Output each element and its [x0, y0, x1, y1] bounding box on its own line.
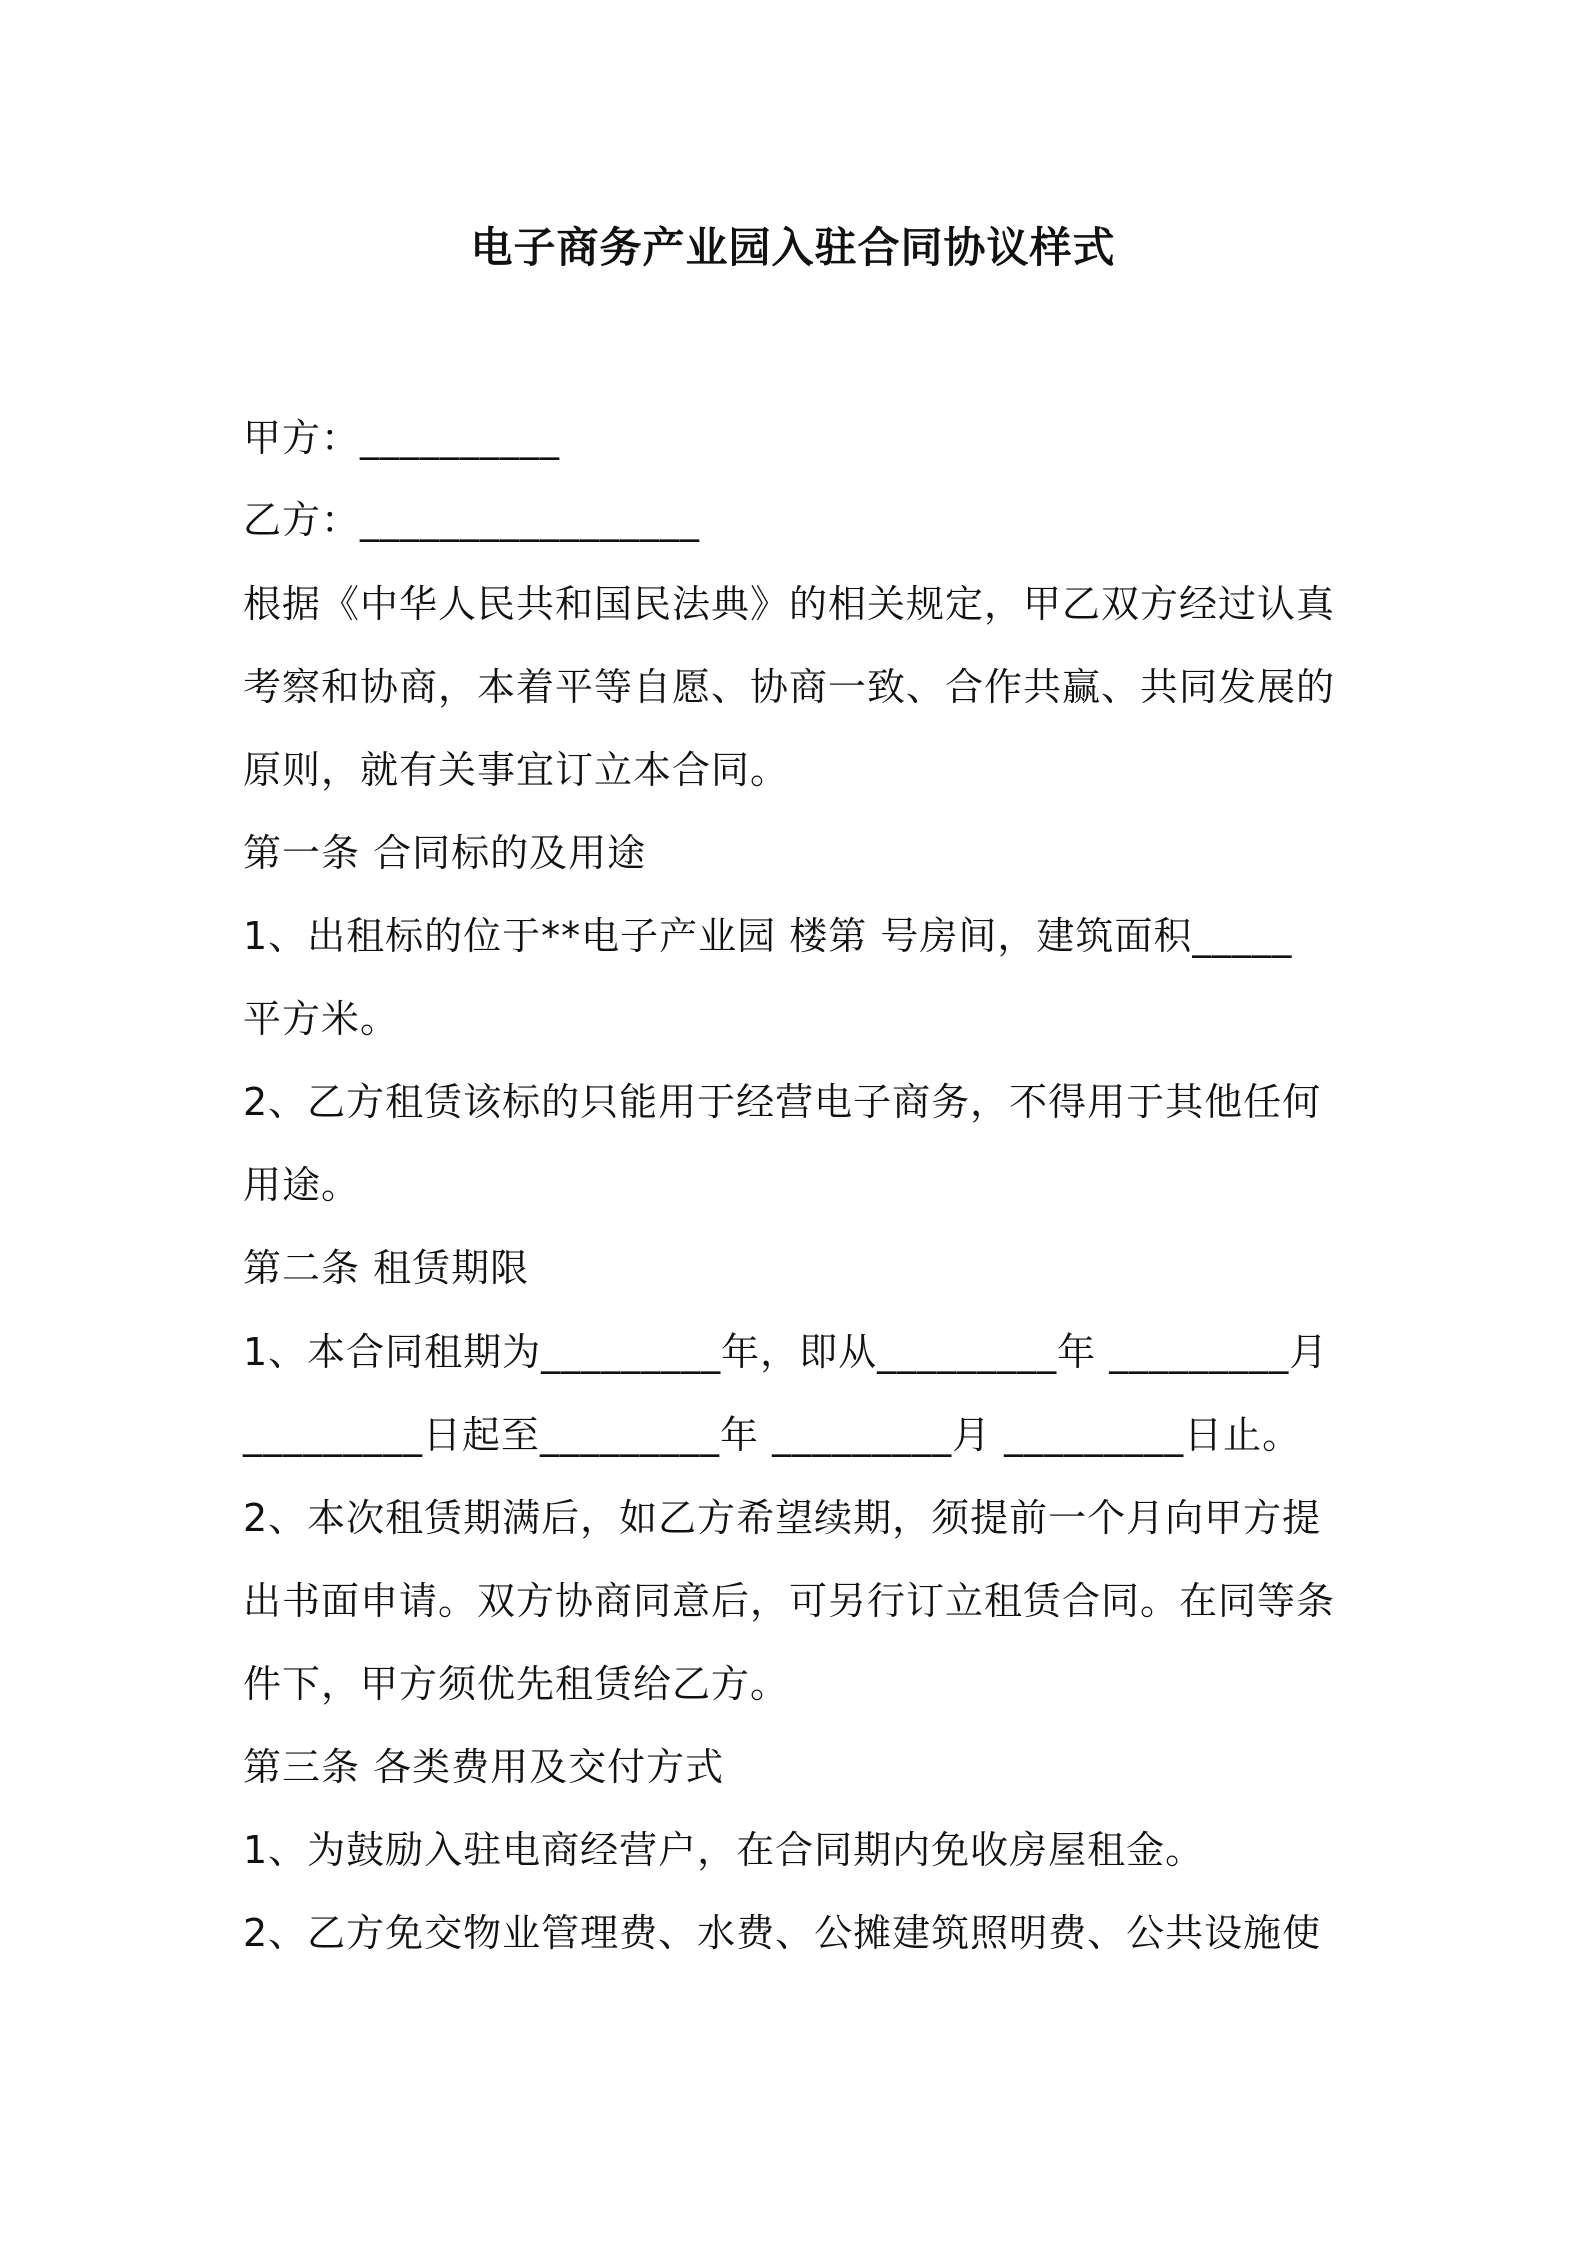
article-1-item-2-line-2: 用途。 [243, 1163, 361, 1207]
article-2-heading: 第二条 租赁期限 [243, 1246, 530, 1290]
article-3-item-2-line-1: 2、乙方免交物业管理费、水费、公摊建筑照明费、公共设施使 [243, 1911, 1322, 1955]
preamble-line-1: 根据《中华人民共和国民法典》的相关规定，甲乙双方经过认真 [243, 582, 1336, 626]
article-2-item-1-line-2: _________日起至_________年 _________月 _________日止。 [243, 1413, 1302, 1457]
article-1-heading: 第一条 合同标的及用途 [243, 831, 647, 875]
preamble-line-2: 考察和协商，本着平等自愿、协商一致、合作共赢、共同发展的 [243, 665, 1336, 709]
article-3-item-1-line-1: 1、为鼓励入驻电商经营户，在合同期内免收房屋租金。 [243, 1828, 1205, 1872]
party-a-line: 甲方：__________ [243, 416, 561, 460]
document-title: 电子商务产业园入驻合同协议样式 [470, 223, 1116, 272]
article-1-item-1-line-1: 1、出租标的位于**电子产业园 楼第 号房间，建筑面积_____ [243, 914, 1293, 958]
article-2-item-2-line-3: 件下，甲方须优先租赁给乙方。 [243, 1662, 790, 1706]
party-b-line: 乙方：_________________ [243, 498, 701, 542]
preamble-line-3: 原则，就有关事宜订立本合同。 [243, 748, 790, 792]
article-2-item-2-line-1: 2、本次租赁期满后，如乙方希望续期，须提前一个月向甲方提 [243, 1496, 1322, 1540]
article-3-heading: 第三条 各类费用及交付方式 [243, 1745, 725, 1789]
article-2-item-1-line-1: 1、本合同租期为_________年，即从_________年 _________月 [243, 1330, 1329, 1374]
article-2-item-2-line-2: 出书面申请。双方协商同意后，可另行订立租赁合同。在同等条 [243, 1579, 1336, 1623]
article-1-item-2-line-1: 2、乙方租赁该标的只能用于经营电子商务，不得用于其他任何 [243, 1080, 1322, 1124]
article-1-item-1-line-2: 平方米。 [243, 997, 400, 1041]
